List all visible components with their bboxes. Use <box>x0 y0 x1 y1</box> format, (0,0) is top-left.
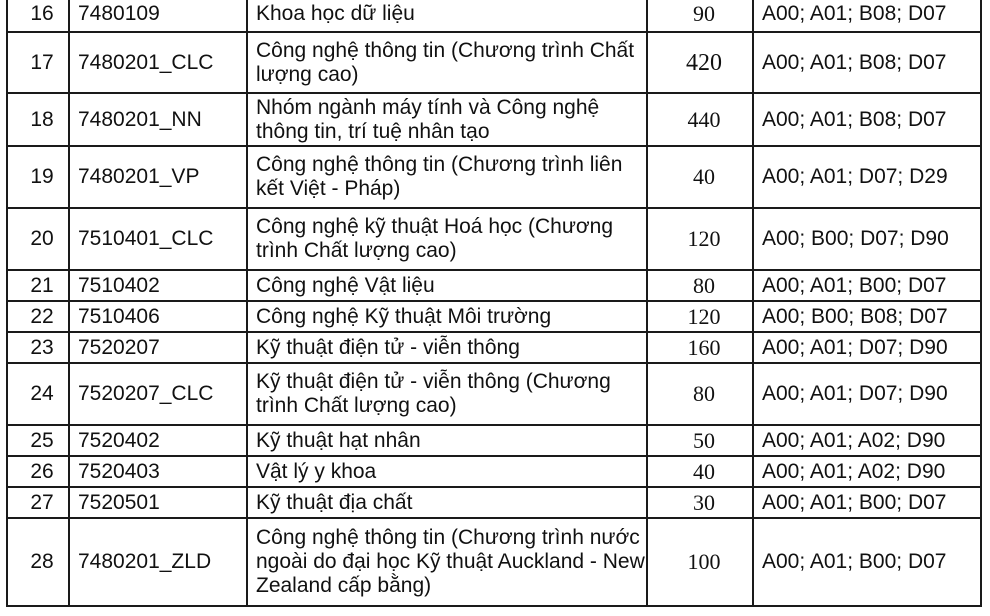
row-number: 27 <box>7 487 69 518</box>
subject-combinations: A00; A01; A02; D90 <box>753 456 981 487</box>
program-code: 7520207_CLC <box>69 363 247 425</box>
program-name: Vật lý y khoa <box>247 456 647 487</box>
program-name: Khoa học dữ liệu <box>247 0 647 32</box>
subject-combinations: A00; A01; D07; D29 <box>753 146 981 208</box>
program-code: 7510401_CLC <box>69 208 247 270</box>
subject-combinations: A00; A01; B00; D07 <box>753 270 981 301</box>
program-name: Công nghệ thông tin (Chương trình nước ngoài do đại học Kỹ thuật Auckland - New Zealand cấp bằng) <box>247 518 647 606</box>
table-row <box>7 32 981 93</box>
table-row <box>7 93 981 146</box>
row-number: 19 <box>7 146 69 208</box>
quota: 160 <box>647 332 753 363</box>
row-number: 17 <box>7 32 69 93</box>
table-row <box>7 363 981 425</box>
program-code: 7480201_VP <box>69 146 247 208</box>
program-name: Công nghệ kỹ thuật Hoá học (Chương trình Chất lượng cao) <box>247 208 647 270</box>
subject-combinations: A00; A01; B08; D07 <box>753 93 981 146</box>
quota: 440 <box>647 93 753 146</box>
table-row <box>7 146 981 208</box>
program-code: 7510406 <box>69 301 247 332</box>
subject-combinations: A00; A01; D07; D90 <box>753 332 981 363</box>
program-code: 7480109 <box>69 0 247 32</box>
table-row <box>7 518 981 606</box>
subject-combinations: A00; B00; B08; D07 <box>753 301 981 332</box>
program-code: 7520207 <box>69 332 247 363</box>
quota: 50 <box>647 425 753 456</box>
program-name: Nhóm ngành máy tính và Công nghệ thông tin, trí tuệ nhân tạo <box>247 93 647 146</box>
program-code: 7480201_CLC <box>69 32 247 93</box>
row-number: 21 <box>7 270 69 301</box>
quota: 80 <box>647 363 753 425</box>
program-name: Kỹ thuật hạt nhân <box>247 425 647 456</box>
table-row <box>7 332 981 363</box>
page-margin <box>984 0 990 616</box>
subject-combinations: A00; A01; B00; D07 <box>753 518 981 606</box>
quota: 120 <box>647 208 753 270</box>
program-name: Công nghệ Kỹ thuật Môi trường <box>247 301 647 332</box>
row-number: 25 <box>7 425 69 456</box>
table-row <box>7 0 981 32</box>
subject-combinations: A00; A01; D07; D90 <box>753 363 981 425</box>
program-code: 7520403 <box>69 456 247 487</box>
row-number: 26 <box>7 456 69 487</box>
quota: 40 <box>647 146 753 208</box>
program-name: Công nghệ thông tin (Chương trình liên kết Việt - Pháp) <box>247 146 647 208</box>
row-number: 28 <box>7 518 69 606</box>
quota: 80 <box>647 270 753 301</box>
row-number: 16 <box>7 0 69 32</box>
quota: 90 <box>647 0 753 32</box>
row-number: 18 <box>7 93 69 146</box>
quota: 100 <box>647 518 753 606</box>
quota: 30 <box>647 487 753 518</box>
subject-combinations: A00; A01; B08; D07 <box>753 32 981 93</box>
program-name: Kỹ thuật điện tử - viễn thông (Chương trình Chất lượng cao) <box>247 363 647 425</box>
program-code: 7480201_ZLD <box>69 518 247 606</box>
subject-combinations: A00; A01; A02; D90 <box>753 425 981 456</box>
table-row <box>7 456 981 487</box>
row-number: 22 <box>7 301 69 332</box>
table-row <box>7 208 981 270</box>
program-code: 7520402 <box>69 425 247 456</box>
row-number: 24 <box>7 363 69 425</box>
program-name: Công nghệ thông tin (Chương trình Chất lượng cao) <box>247 32 647 93</box>
program-name: Kỹ thuật địa chất <box>247 487 647 518</box>
table-row <box>7 270 981 301</box>
table-row <box>7 425 981 456</box>
program-name: Công nghệ Vật liệu <box>247 270 647 301</box>
subject-combinations: A00; B00; D07; D90 <box>753 208 981 270</box>
row-number: 23 <box>7 332 69 363</box>
quota: 120 <box>647 301 753 332</box>
subject-combinations: A00; A01; B08; D07 <box>753 0 981 32</box>
row-number: 20 <box>7 208 69 270</box>
admissions-table <box>6 0 982 607</box>
program-code: 7480201_NN <box>69 93 247 146</box>
quota: 420 <box>647 32 753 93</box>
table-row <box>7 487 981 518</box>
quota: 40 <box>647 456 753 487</box>
program-code: 7510402 <box>69 270 247 301</box>
program-name: Kỹ thuật điện tử - viễn thông <box>247 332 647 363</box>
program-code: 7520501 <box>69 487 247 518</box>
table-row <box>7 301 981 332</box>
subject-combinations: A00; A01; B00; D07 <box>753 487 981 518</box>
